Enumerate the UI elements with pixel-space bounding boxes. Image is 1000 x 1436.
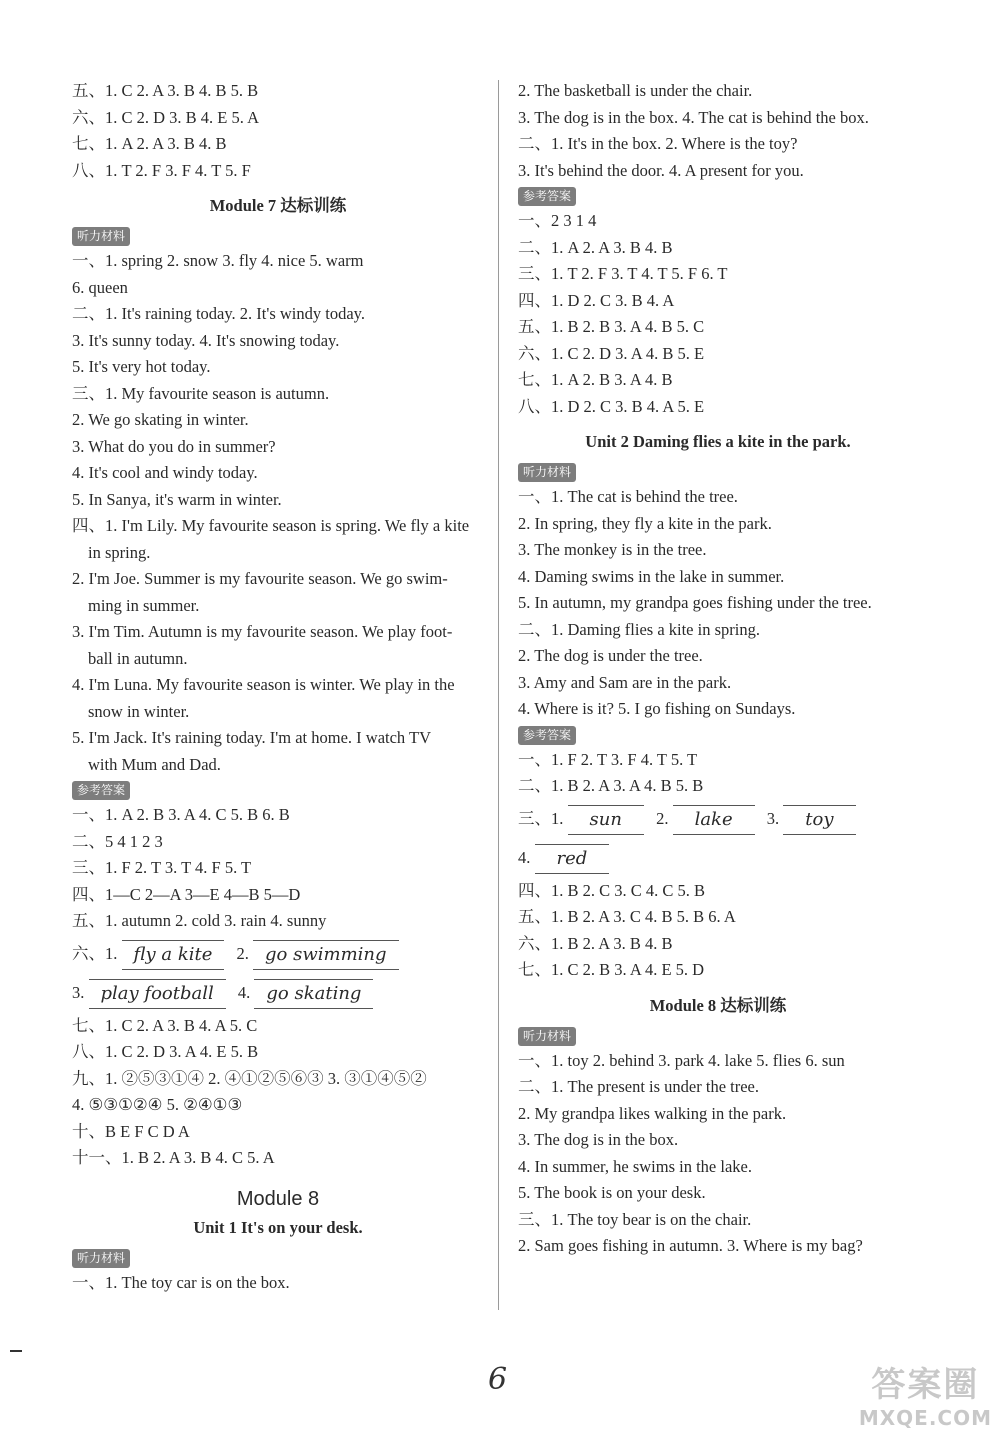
listening-line: 6. queen	[72, 277, 128, 297]
listening-line: 4. It's cool and windy today.	[72, 463, 258, 482]
item-number: 2.	[236, 943, 249, 963]
handwritten-answer: go skating	[266, 982, 362, 1004]
listening-line: ming in summer.	[88, 595, 200, 615]
answer-line: 十一、1. B 2. A 3. B 4. C 5. A	[72, 1148, 275, 1168]
handwriting-box	[535, 840, 610, 878]
listening-line: 4. Where is it? 5. I go fishing on Sundays.	[518, 699, 796, 718]
answer-line: 七、1. C 2. A 3. B 4. A 5. C	[72, 1015, 258, 1035]
reference-answer-tag: 参考答案	[72, 781, 130, 800]
answer-line: 四、1. D 2. C 3. B 4. A	[518, 290, 675, 310]
listening-line: 二、1. It's in the box. 2. Where is the toy?	[518, 134, 798, 153]
listening-line: in spring.	[88, 542, 151, 562]
item-number: 4.	[518, 847, 531, 867]
module8-test-title: Module 8 达标训练	[649, 995, 787, 1015]
listening-line: 3. The dog is in the box. 4. The cat is behind the box.	[518, 107, 869, 127]
corner-mark	[10, 1350, 22, 1352]
handwritten-answer: fly a kite	[133, 943, 213, 965]
listening-line: 2. We go skating in winter.	[72, 410, 249, 429]
answer-line: 二、1. A 2. A 3. B 4. B	[518, 237, 673, 257]
reference-answer-tag: 参考答案	[518, 726, 576, 745]
listening-line: 3. What do you do in summer?	[72, 436, 276, 456]
answer-line: 一、1. F 2. T 3. F 4. T 5. T	[518, 749, 698, 769]
right-column	[518, 78, 918, 1260]
answer-line: 八、1. D 2. C 3. B 4. A 5. E	[518, 396, 705, 416]
listening-line: 一、1. spring 2. snow 3. fly 4. nice 5. warm	[72, 251, 364, 270]
item-number: 六、1.	[72, 943, 118, 963]
answer-line: 五、1. B 2. B 3. A 4. B 5. C	[518, 317, 705, 336]
listening-line: 4. In summer, he swims in the lake.	[518, 1156, 752, 1176]
answer-line: 四、1—C 2—A 3—E 4—B 5—D	[72, 884, 301, 904]
watermark-logo	[859, 1357, 992, 1430]
listening-line: with Mum and Dad.	[88, 754, 221, 774]
answer-line: 五、1. C 2. A 3. B 4. B 5. B	[72, 81, 259, 100]
listening-line: 5. In autumn, my grandpa goes fishing under the tree.	[518, 593, 872, 612]
watermark-url: MXQE.COM	[858, 1406, 992, 1430]
left-column	[72, 78, 484, 1296]
answer-line: 四、1. B 2. C 3. C 4. C 5. B	[518, 880, 706, 900]
answer-line: 4. ⑤③①②④ 5. ②④①③	[72, 1095, 243, 1115]
handwritten-answer: sun	[589, 808, 622, 830]
listening-line: 三、1. My favourite season is autumn.	[72, 383, 330, 403]
listening-line: 二、1. Daming flies a kite in spring.	[518, 619, 760, 639]
answer-line: 五、1. autumn 2. cold 3. rain 4. sunny	[72, 911, 327, 930]
listening-line: 一、1. The cat is behind the tree.	[518, 487, 738, 506]
answer-line: 一、2 3 1 4	[518, 211, 597, 230]
listening-line: 一、1. The toy car is on the box.	[72, 1272, 290, 1292]
answer-line: 三、1. T 2. F 3. T 4. T 5. F 6. T	[518, 264, 728, 283]
item-number: 3.	[766, 808, 780, 828]
answer-line: 六、1. C 2. D 3. A 4. B 5. E	[518, 343, 705, 363]
listening-line: 一、1. toy 2. behind 3. park 4. lake 5. flies 6. sun	[518, 1050, 845, 1070]
column-divider	[498, 80, 499, 1310]
listening-material-tag: 听力材料	[518, 463, 576, 482]
handwriting-box	[568, 801, 644, 839]
listening-line: 3. It's sunny today. 4. It's snowing today.	[72, 330, 340, 350]
handwriting-box	[89, 975, 226, 1013]
handwritten-answer: lake	[694, 808, 733, 830]
answer-line: 八、1. C 2. D 3. A 4. E 5. B	[72, 1042, 259, 1062]
handwritten-answer: red	[556, 847, 588, 869]
listening-line: 5. In Sanya, it's warm in winter.	[72, 489, 282, 509]
listening-line: 3. The dog is in the box.	[518, 1130, 679, 1150]
listening-line: 2. The basketball is under the chair.	[518, 81, 753, 100]
listening-line: 二、1. It's raining today. 2. It's windy today.	[72, 304, 365, 323]
handwriting-box	[673, 801, 755, 839]
answer-line: 十、B E F C D A	[72, 1121, 190, 1141]
handwritten-answer: play football	[100, 982, 214, 1004]
answer-line: 五、1. B 2. A 3. C 4. B 5. B 6. A	[518, 907, 736, 927]
listening-line: ball in autumn.	[88, 648, 188, 668]
handwritten-answer-row	[72, 935, 484, 974]
answer-line: 九、1. ②⑤③①④ 2. ④①②⑤⑥③ 3. ③①④⑤②	[72, 1068, 427, 1088]
watermark-text: 答案圈	[871, 1365, 980, 1405]
handwriting-box	[783, 801, 855, 839]
listening-material-tag: 听力材料	[72, 1249, 130, 1268]
handwritten-answer: toy	[805, 808, 834, 830]
listening-line: 2. In spring, they fly a kite in the park.	[518, 513, 772, 533]
listening-line: 4. Daming swims in the lake in summer.	[518, 566, 785, 586]
listening-line: 3. The monkey is in the tree.	[518, 540, 707, 559]
listening-line: 5. I'm Jack. It's raining today. I'm at home. I watch TV	[72, 728, 431, 747]
listening-line: 二、1. The present is under the tree.	[518, 1077, 760, 1097]
item-number: 三、1.	[518, 808, 564, 828]
handwritten-answer: go swimming	[265, 943, 387, 965]
page-number: 6	[488, 1362, 508, 1397]
answer-line: 一、1. A 2. B 3. A 4. C 5. B 6. B	[72, 805, 290, 824]
handwriting-box	[122, 936, 225, 974]
listening-line: 3. Amy and Sam are in the park.	[518, 672, 732, 692]
listening-line: 2. The dog is under the tree.	[518, 646, 703, 665]
listening-line: snow in winter.	[88, 701, 190, 721]
unit1-title: Unit 1 It's on your desk.	[193, 1217, 363, 1237]
listening-line: 三、1. The toy bear is on the chair.	[518, 1209, 752, 1229]
listening-material-tag: 听力材料	[72, 227, 130, 246]
handwriting-box	[253, 936, 399, 974]
answer-line: 七、1. A 2. B 3. A 4. B	[518, 370, 673, 389]
answer-line: 七、1. A 2. A 3. B 4. B	[72, 134, 227, 153]
unit2-title: Unit 2 Daming flies a kite in the park.	[585, 432, 851, 451]
listening-line: 四、1. I'm Lily. My favourite season is spring. We fly a kite	[72, 516, 470, 535]
listening-line: 5. It's very hot today.	[72, 357, 211, 376]
handwritten-answer-row	[518, 800, 918, 839]
listening-line: 5. The book is on your desk.	[518, 1183, 706, 1203]
answer-line: 六、1. B 2. A 3. B 4. B	[518, 933, 673, 953]
item-number: 2.	[656, 808, 669, 828]
answer-line: 六、1. C 2. D 3. B 4. E 5. A	[72, 107, 260, 127]
module7-title: Module 7 达标训练	[209, 196, 347, 215]
module8-title: Module 8	[236, 1187, 320, 1210]
handwritten-answer-row	[518, 839, 918, 878]
reference-answer-tag: 参考答案	[518, 187, 576, 206]
listening-line: 2. My grandpa likes walking in the park.	[518, 1103, 787, 1123]
listening-line: 3. It's behind the door. 4. A present for you.	[518, 160, 804, 180]
answer-line: 三、1. F 2. T 3. T 4. F 5. T	[72, 858, 252, 877]
listening-line: 2. Sam goes fishing in autumn. 3. Where is my bag?	[518, 1236, 863, 1256]
answer-line: 七、1. C 2. B 3. A 4. E 5. D	[518, 960, 705, 980]
item-number: 3.	[72, 982, 85, 1002]
listening-line: 2. I'm Joe. Summer is my favourite season. We go swim-	[72, 569, 448, 588]
item-number: 4.	[237, 982, 251, 1002]
answer-line: 八、1. T 2. F 3. F 4. T 5. F	[72, 160, 251, 180]
answer-line: 二、5 4 1 2 3	[72, 831, 163, 851]
listening-line: 4. I'm Luna. My favourite season is winter. We play in the	[72, 675, 455, 694]
handwritten-answer-row	[72, 974, 484, 1013]
listening-line: 3. I'm Tim. Autumn is my favourite season. We play foot-	[72, 622, 453, 641]
listening-material-tag: 听力材料	[518, 1027, 576, 1046]
answer-line: 二、1. B 2. A 3. A 4. B 5. B	[518, 776, 704, 795]
handwriting-box	[254, 975, 373, 1013]
